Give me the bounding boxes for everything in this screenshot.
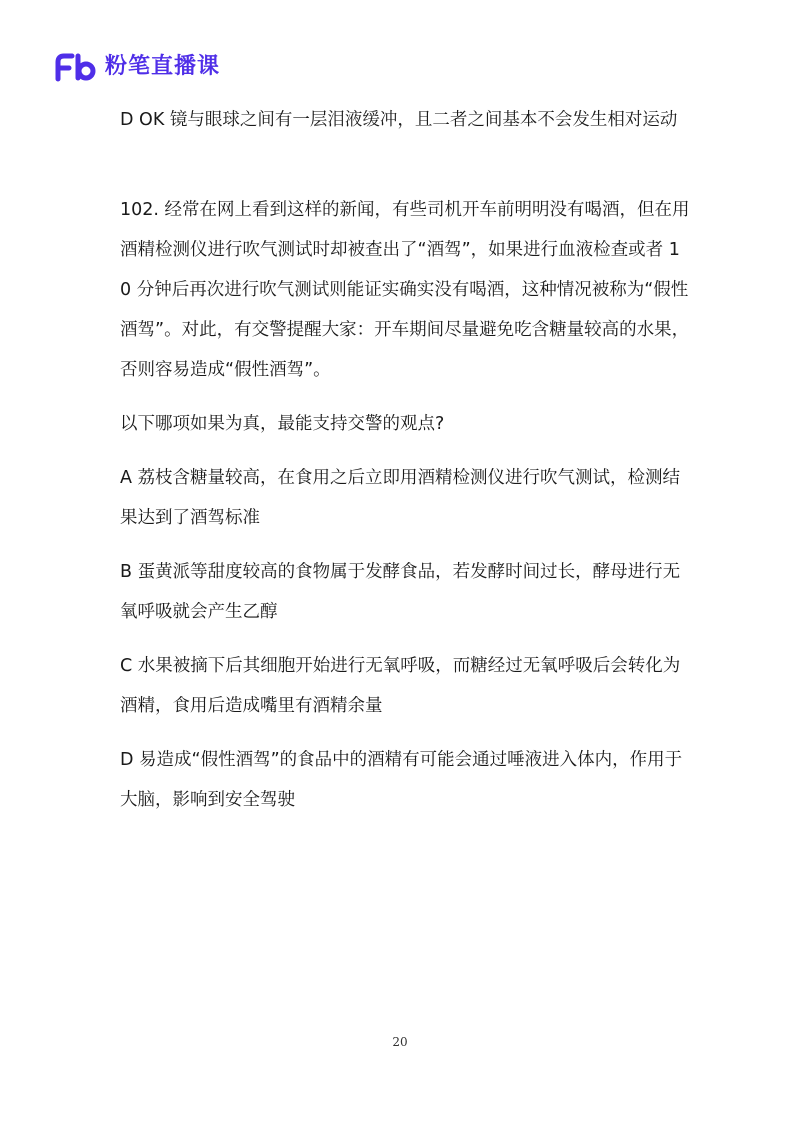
option-a: A 荔枝含糖量较高，在食用之后立即用酒精检测仪进行吹气测试，检测结果达到了酒驾标准 [120, 468, 681, 528]
brand-name: 粉笔直播课 [105, 54, 221, 79]
option-b: B 蛋黄派等甜度较高的食物属于发酵食品，若发酵时间过长，酵母进行无氧呼吸就会产生乙醇 [120, 562, 681, 622]
previous-option-d: D OK 镜与眼球之间有一层泪液缓冲，且二者之间基本不会发生相对运动 [120, 110, 678, 130]
option-c: C 水果被摘下后其细胞开始进行无氧呼吸，而糖经过无氧呼吸后会转化为酒精，食用后造成嘴里有酒精余量 [120, 656, 681, 716]
page-number: 20 [392, 1035, 408, 1049]
fb-logo-icon [55, 52, 99, 82]
document-body [120, 100, 690, 820]
question-stem: 102. 经常在网上看到这样的新闻，有些司机开车前明明没有喝酒，但在用酒精检测仪进行吹气测试时却被查出了“酒驾”，如果进行血液检查或者 10 分钟后再次进行吹气测试则能证实确实没有喝酒，这种情况被称为“假性酒驾”。对此，有交警提醒大家：开车期间尽量避免吃含糖量较高的水果，否则容易造成“假性酒驾”。 [120, 200, 690, 380]
spacer [120, 390, 690, 404]
spacer [120, 444, 690, 458]
question-prompt: 以下哪项如果为真，最能支持交警的观点? [120, 414, 445, 434]
spacer [120, 140, 690, 190]
header [55, 50, 220, 84]
option-d: D 易造成“假性酒驾”的食品中的酒精有可能会通过唾液进入体内，作用于大脑，影响到安全驾驶 [120, 750, 683, 810]
spacer [120, 632, 690, 646]
spacer [120, 538, 690, 552]
spacer [120, 726, 690, 740]
